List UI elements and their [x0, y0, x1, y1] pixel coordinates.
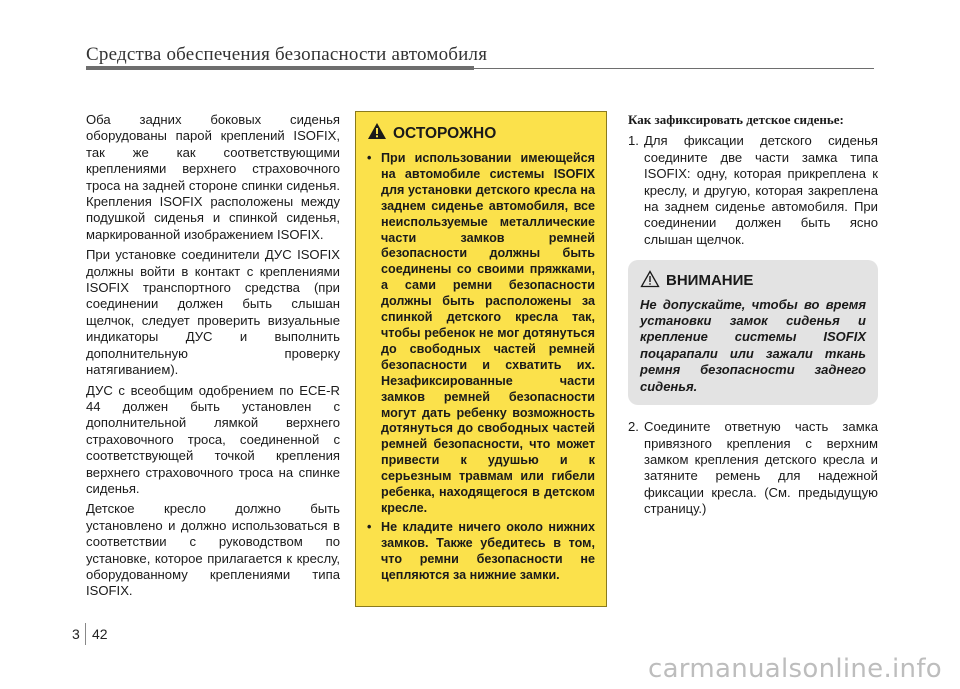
left-column: [86, 112, 340, 604]
right-column: [628, 112, 878, 518]
caution-text: Не допускайте, чтобы во время установки замок сиденья и крепление системы ISOFIX поцарапали или зажали ткань ремня безопасности заднего сиденья.: [640, 296, 866, 394]
procedure-subtitle: Как зафиксировать детское сиденье:: [628, 112, 844, 127]
warning-bullet-text: При использовании имеющейся на автомобиле системы ISOFIX для установки детского кресла на заднем сиденье автомобиля, все неиспользуемые металлические части замков ремней безопасности должны быть соединены со своими пряжками, а сами ремни безопасности должны быть расположены за спинкой детского кресла так, чтобы ребенок не мог дотянуться до свободных частей ремней безопасности и схватить их. Незафиксированные части замков ремней безопасности могут дать ребенку возможность дотянуться до свободных частей ремней безопасности, что может привести к удушью и к серьезным травмам или гибели ребенка, находящегося в детском кресле.: [381, 151, 595, 515]
step-2: [628, 419, 878, 517]
page-number-divider: [85, 623, 86, 645]
warning-bullet-text: Не кладите ничего около нижних замков. Также убедитесь в том, что ремни безопасности не цепляются за нижние замки.: [381, 519, 595, 582]
warning-title: ОСТОРОЖНО: [393, 124, 497, 142]
bullet-icon: •: [367, 519, 372, 534]
warning-heading: [367, 122, 595, 145]
caution-box: [628, 260, 878, 405]
paragraph: ДУС с всеобщим одобрением по ECE-R 44 должен быть установлен с дополнительной лямкой верхнего страховочного троса, соединенной с соответствующей точкой крепления верхнего страховочного троса на спинке сиденья.: [86, 382, 340, 496]
warning-box: [355, 111, 607, 607]
watermark: carmanualsonline.info: [647, 654, 942, 684]
paragraph: Оба задних боковых сиденья оборудованы парой креплений ISOFIX, так же как соответствующими креплениями верхнего страховочного троса на задней стороне спинки сиденья. Крепления ISOFIX расположены между подушкой сиденья и спинкой сиденья, маркированной изображением ISOFIX.: [86, 112, 340, 242]
caution-triangle-icon: [640, 270, 660, 292]
list-item: [367, 151, 595, 517]
list-item: [367, 520, 595, 584]
step-text: Для фиксации детского сиденья соедините две части замка типа ISOFIX: одну, которая прикреплена к креслу, и другую, которая закреплена на заднем сиденье автомобиля. При соединении должен быть ясно слышан щелчок.: [644, 133, 878, 247]
bullet-icon: •: [367, 151, 372, 165]
section-title: Средства обеспечения безопасности автомобиля: [86, 44, 488, 65]
header-rule-thin: [474, 68, 874, 69]
warning-triangle-icon: [367, 122, 387, 145]
step-number: 2.: [628, 419, 639, 435]
page-number: 42: [92, 626, 108, 642]
paragraph: При установке соединители ДУС ISOFIX должны войти в контакт с креплениями ISOFIX транспортного средства (при соединении должен быть слышан щелчок, следует проверить визуальные индикаторы ДУС и выполнить дополнительную проверку натягиванием).: [86, 247, 340, 378]
caution-heading: [640, 270, 866, 292]
step-1: [628, 133, 878, 248]
caution-title: ВНИМАНИЕ: [666, 272, 754, 290]
section-number: 3: [72, 626, 80, 642]
step-number: 1.: [628, 133, 639, 149]
paragraph: Детское кресло должно быть установлено и должно использоваться в соответствии с руководством по установке, которое прилагается к креслу, оборудованному креплениями типа ISOFIX.: [86, 501, 340, 599]
header-rule-thick: [86, 66, 474, 70]
step-text: Соедините ответную часть замка привязного крепления с верхним замком крепления детского кресла и затяните ремень для надежной фиксации кресла. (См. предыдущую страницу.): [644, 419, 878, 517]
